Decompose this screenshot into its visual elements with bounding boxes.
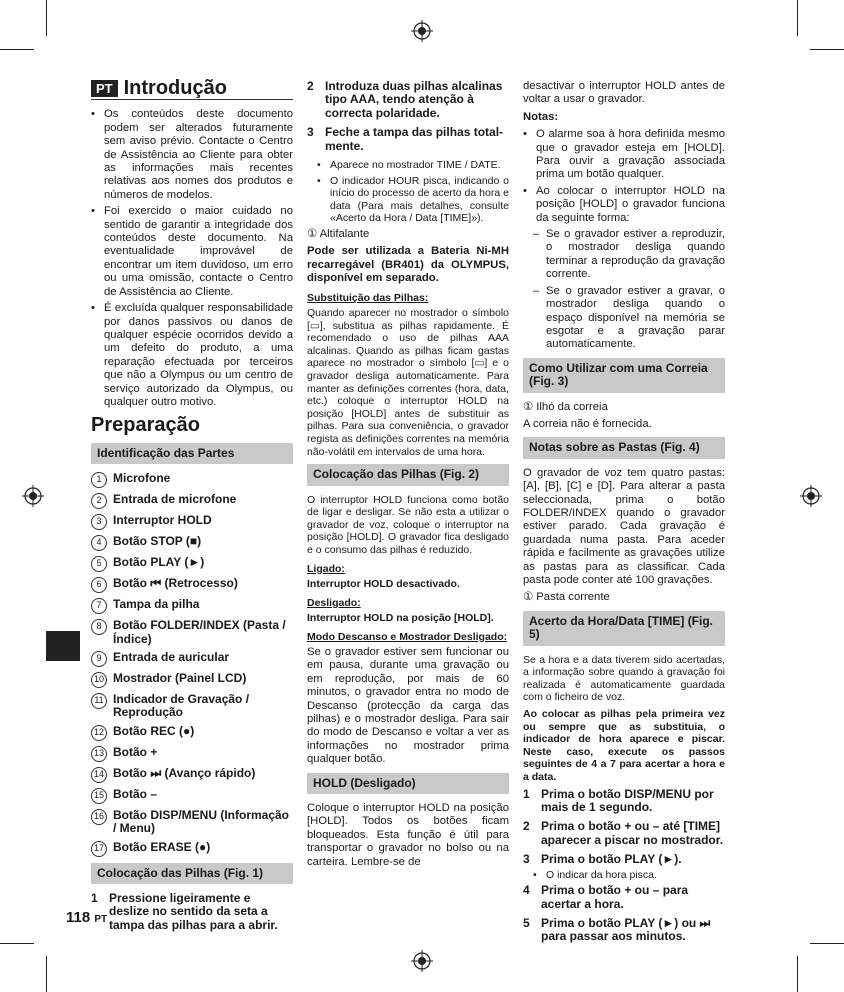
part-label: Entrada de auricular	[113, 649, 230, 664]
parts-list-item	[91, 725, 293, 741]
parts-list-item	[91, 672, 293, 688]
paragraph: Coloque o interruptor HOLD na posição [HOLD]. Todos os botões ficam bloqueados. Esta função é útil para transportar o gravador no bolso ou na carteira. Lembre-se de	[307, 802, 509, 868]
folders-heading: Notas sobre as Pastas (Fig. 4)	[523, 437, 725, 458]
part-label: Entrada de microfone	[113, 492, 237, 507]
crop-mark	[797, 0, 798, 36]
part-number-badge: 12	[91, 725, 107, 741]
crop-mark	[0, 943, 34, 944]
registration-mark-icon	[411, 20, 433, 42]
step-1: 1 Prima o botão DISP/MENU por mais de 1 segundo.	[523, 786, 714, 814]
part-label: Botão +	[113, 744, 158, 759]
step-2: 2 Prima o botão + ou – até [TIME] aparecer a piscar no mostrador.	[523, 819, 724, 847]
strap-heading: Como Utilizar com uma Correia (Fig. 3)	[523, 358, 725, 393]
crop-mark	[810, 49, 844, 50]
list-item: • Ao colocar o interruptor HOLD na posição [HOLD] o gravador funciona da seguinte forma:	[523, 184, 725, 224]
parts-list-item	[91, 619, 293, 646]
paragraph: O gravador de voz tem quatro pastas: [A], [B], [C] e [D]. Para alterar a pasta seleccionada, prima o botão FOLDER/INDEX quando o gravador estiver parado. Cada gravação é guardada numa pasta. Para aceder rápida e facilmente as gravações utilize as pastas para as classificar. Cada pasta pode conter até 100 gravações.	[523, 466, 725, 586]
part-label: Botão ERASE (●)	[113, 839, 211, 854]
parts-list-item	[91, 767, 293, 783]
battery2-heading: Colocação das Pilhas (Fig. 2)	[307, 464, 509, 485]
caption: ① Altifalante	[307, 228, 370, 240]
paragraph: A correia não é fornecida.	[523, 417, 652, 430]
part-label: Botão PLAY (►)	[113, 555, 205, 570]
part-number-badge: 17	[91, 841, 107, 857]
section-title-preparacao: Preparação	[91, 414, 200, 437]
part-number-badge: 10	[91, 672, 107, 688]
part-number-badge: 16	[91, 809, 107, 825]
crop-mark	[0, 49, 34, 50]
part-label: Botão FOLDER/INDEX (Pasta / Índice)	[113, 618, 286, 646]
step-4: 4 Prima o botão + ou – para acertar a hora.	[523, 883, 689, 911]
crop-mark	[797, 956, 798, 992]
crop-mark	[46, 956, 47, 992]
parts-list-item	[91, 841, 293, 857]
parts-list-item	[91, 809, 293, 836]
battery-heading: Colocação das Pilhas (Fig. 1)	[91, 863, 293, 884]
crop-mark	[810, 943, 844, 944]
step-5: 5 Prima o botão PLAY (►) ou ⏭ para passar aos minutos.	[523, 916, 711, 944]
step-1: 1 Pressione ligeiramente e deslize no sentido da seta a tampa das pilhas para a abrir.	[91, 891, 278, 932]
part-number-badge: 1	[91, 472, 107, 488]
paragraph: Interruptor HOLD na posição [HOLD].	[307, 611, 494, 624]
column-2	[307, 80, 509, 873]
paragraph: O interruptor HOLD funciona como botão de ligar e desligar. Se não esta a utilizar o gravador de voz, coloque o interruptor na posição [HOLD]. O gravador fica desligado e o consumo das pilhas é reduzido.	[307, 493, 509, 556]
part-label: Interruptor HOLD	[113, 513, 212, 528]
part-number-badge: 15	[91, 788, 107, 804]
parts-list-item	[91, 788, 293, 804]
list-item: • Os conteúdos deste documento podem ser alterados futuramente sem aviso prévio. Contacte o Centro de Assistência ao Cliente para obter as informações mais recentes relativas aos nomes dos produtos e números de modelos.	[91, 108, 293, 201]
list-item: • Aparece no mostrador TIME / DATE.	[317, 159, 501, 172]
registration-mark-icon	[411, 950, 433, 972]
part-label: Botão –	[113, 786, 158, 801]
paragraph: Interruptor HOLD desactivado.	[307, 577, 460, 590]
list-item: • O alarme soa à hora definida mesmo que o gravador esteja em [HOLD]. Para ouvir a gravação associada prima um botão qualquer.	[523, 128, 725, 181]
list-item: • O indicador HOUR pisca, indicando o início do processo de acerto da hora e data (Para mais detalhes, consulte «Acerto da Hora / Data [TIME]»).	[317, 174, 509, 225]
part-number-badge: 14	[91, 767, 107, 783]
parts-list-item	[91, 514, 293, 530]
paragraph: Se a hora e a data tiverem sido acertadas, a informação sobre quando a gravação foi realizada é automaticamente guardada com o ficheiro de voz.	[523, 653, 725, 704]
part-number-badge: 5	[91, 556, 107, 572]
registration-mark-icon	[22, 485, 44, 507]
part-number-badge: 11	[91, 693, 107, 709]
section-title-introducao: PT Introdução	[91, 80, 293, 100]
hold-heading: HOLD (Desligado)	[307, 773, 509, 794]
caption: ① Ilhó da correia	[523, 400, 608, 413]
step-3: 3 Prima o botão PLAY (►).	[523, 852, 682, 867]
subheading: Desligado:	[307, 596, 361, 609]
notes-title: Notas:	[523, 110, 559, 123]
column-3	[523, 80, 725, 950]
part-label: Botão DISP/MENU (Informação / Menu)	[113, 807, 290, 836]
list-item: – Se o gravador estiver a gravar, o mostrador desliga quando o espaço disponível na memória se esgotar e a gravação parar automaticamente.	[533, 284, 725, 351]
note-bold: Ao colocar as pilhas pela primeira vez ou sempre que as substituia, o indicador de hora aparece e piscar. Neste caso, execute os passos seguintes de 4 a 7 para acertar a hora e a data.	[523, 708, 725, 783]
part-number-badge: 2	[91, 493, 107, 509]
language-badge: PT	[91, 80, 118, 97]
caption: ① Pasta corrente	[523, 591, 610, 604]
note-bold: Pode ser utilizada a Bateria Ni-MH recarregável (BR401) da OLYMPUS, disponível em separado.	[307, 245, 509, 285]
parts-list-item	[91, 472, 293, 488]
part-number-badge: 6	[91, 577, 107, 593]
part-number-badge: 8	[91, 619, 107, 635]
part-label: Mostrador (Painel LCD)	[113, 670, 247, 685]
list-item: – Se o gravador estiver a reproduzir, o mostrador desliga quando terminar a reprodução da gravação corrente.	[533, 228, 725, 281]
part-label: Microfone	[113, 471, 171, 486]
part-number-badge: 7	[91, 598, 107, 614]
part-label: Botão ⏭ (Avanço rápido)	[113, 765, 256, 780]
crop-mark	[46, 0, 47, 36]
subheading: Ligado:	[307, 562, 345, 575]
part-label: Botão ⏮ (Retrocesso)	[113, 576, 238, 591]
subheading: Substituição das Pilhas:	[307, 291, 429, 304]
parts-list-item	[91, 556, 293, 572]
chapter-tab	[46, 631, 80, 661]
list-item: • O indicar da hora pisca.	[533, 868, 657, 881]
part-number-badge: 3	[91, 514, 107, 530]
part-label: Botão STOP (■)	[113, 534, 202, 549]
step-3: 3 Feche a tampa das pilhas total-mente.	[307, 125, 504, 153]
part-label: Indicador de Gravação / Reprodução	[113, 691, 250, 720]
part-label: Tampa da pilha	[113, 597, 200, 612]
subheading: Modo Descanso e Mostrador Desligado:	[307, 630, 508, 643]
parts-list-item	[91, 535, 293, 551]
parts-list-item	[91, 651, 293, 667]
parts-list-item	[91, 493, 293, 509]
paragraph: Quando aparecer no mostrador o símbolo [▭], substitua as pilhas rapidamente. É recomendado o uso de pilhas AAA alcalinas. Quando as pilhas ficam gastas aparece no mostrador o símbolo [▭] e o gravador desliga automaticamente. Para manter as definições correntes (hora, data, etc.) coloque o interruptor HOLD na posição [HOLD] antes de substituir as pilhas. Para sua conveniência, o gravador regista as definições correntes na memória não-volátil em intervalos de uma hora.	[307, 307, 509, 458]
time-heading: Acerto da Hora/Data [TIME] (Fig. 5)	[523, 611, 725, 646]
parts-list-item	[91, 746, 293, 762]
registration-mark-icon	[800, 485, 822, 507]
part-number-badge: 4	[91, 535, 107, 551]
parts-list-item	[91, 693, 293, 720]
step-2: 2 Introduza duas pilhas alcalinas tipo AAA, tendo atenção à correcta polaridade.	[307, 79, 503, 120]
parts-list-item	[91, 598, 293, 614]
parts-list	[91, 472, 293, 856]
column-1	[91, 77, 293, 938]
parts-list-item	[91, 577, 293, 593]
part-number-badge: 9	[91, 651, 107, 667]
list-item: • É excluída qualquer responsabilidade por danos passivos ou danos de qualquer espécie ocorridos devido a um defeito do produto, a uma reparação efectuada por terceiros que não a Olympus ou um centro de serviço autorizado da Olympus, ou qualquer outro motivo.	[91, 302, 293, 408]
list-item: • Foi exercido o maior cuidado no sentido de garantir a integridade dos conteúdos deste documento. Na eventualidade improvável de encontrar um item duvidoso, um erro ou uma omissão, contacte o Centro de Assistência ao Cliente.	[91, 205, 293, 298]
page-number: 118 PT	[66, 909, 108, 926]
part-number-badge: 13	[91, 746, 107, 762]
parts-heading: Identificação das Partes	[91, 443, 293, 464]
part-label: Botão REC (●)	[113, 723, 195, 738]
paragraph: desactivar o interruptor HOLD antes de voltar a usar o gravador.	[523, 80, 725, 106]
paragraph: Se o gravador estiver sem funcionar ou em pausa, durante uma gravação ou em reprodução, por mais de 60 minutos, o gravador entra no modo de Descanso (protecção da carga das pilhas) e o mostrador desliga. Para sair do modo de Descanso e voltar a ver as informações no mostrador prima qualquer botão.	[307, 645, 509, 766]
